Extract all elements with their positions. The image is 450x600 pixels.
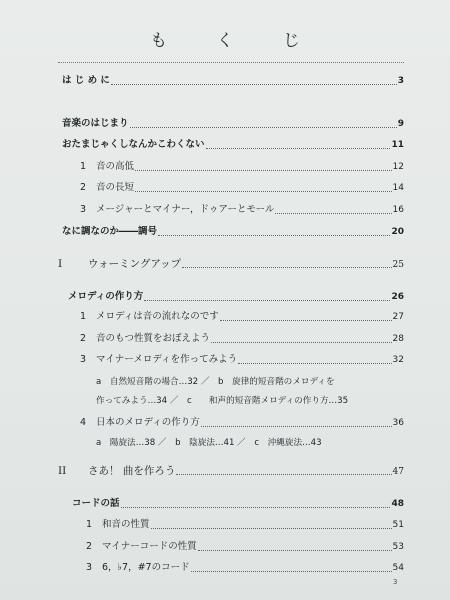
leader-dots [144,299,390,301]
entry-label: は じ め に [62,75,110,86]
toc-entry-naze-chou[interactable] [62,225,404,239]
entry-number: 2 [86,541,93,552]
toc-entry-minor-chord[interactable] [86,540,404,554]
title-divider [58,62,404,63]
entry-number: 3 [86,562,93,573]
toc-section-1[interactable] [58,257,404,271]
leader-dots [111,83,397,85]
toc-entry-hajimeni[interactable] [62,74,404,88]
entry-number: 1 [80,161,87,172]
leader-dots [198,549,392,551]
entry-label: マイナーメロディを作ってみよう [96,354,238,365]
entry-page: 28 [392,334,404,344]
leader-dots [275,212,391,214]
entry-page: 36 [392,418,404,428]
section-page: 47 [392,467,404,477]
entry-number: 1 [80,311,87,322]
toc-entry-waon-seishitsu[interactable] [86,518,404,532]
entry-label: コードの話 [72,498,120,509]
leader-dots [220,319,392,321]
toc-entry-melody-nagare[interactable] [80,310,404,324]
entry-page: 14 [392,183,404,193]
leader-dots [135,190,392,192]
leader-dots [238,362,391,364]
section-page: 25 [392,260,404,270]
entry-page: 3 [397,76,404,86]
entry-page: 26 [391,292,404,302]
section-label: ウォーミングアップ [88,258,182,270]
entry-label: 音のもつ性質をおぼえよう [96,333,211,344]
entry-page: 20 [391,227,404,237]
page-number: 3 [393,578,398,586]
toc-entry-nihon-melody[interactable] [80,416,404,430]
entry-page: 51 [392,520,404,530]
leader-dots [130,126,397,128]
leader-dots [135,169,392,171]
entry-page: 16 [392,205,404,215]
toc-entry-oto-no-choutan[interactable] [80,181,404,195]
entry-number: 4 [80,417,87,428]
leader-dots [201,425,392,427]
leader-dots [121,506,391,508]
section-number: I [58,258,63,270]
entry-label: メロディの作り方 [68,291,144,302]
leader-dots [191,570,392,572]
entry-page: 12 [392,162,404,172]
entry-page: 11 [391,140,404,150]
toc-entry-minor-melody[interactable] [80,353,404,367]
entry-number: 2 [80,333,87,344]
toc-title: も く じ [150,31,322,51]
entry-number: 2 [80,182,87,193]
toc-entry-otamajakushi[interactable] [62,138,404,152]
entry-label: 和音の性質 [102,519,150,530]
entry-page: 53 [392,542,404,552]
entry-label: 日本のメロディの作り方 [96,417,200,428]
leader-dots [151,527,392,529]
entry-label: おたまじゃくしなんかこわくない [62,139,205,150]
toc-entry-oto-no-koutei[interactable] [80,160,404,174]
entry-page: 32 [392,355,404,365]
toc-entry-chord-hanashi[interactable] [72,497,404,511]
toc-section-2[interactable] [58,464,404,478]
leader-dots [211,341,392,343]
entry-label: なに調なのか――調号 [62,226,158,237]
minor-melody-subline-b: 作ってみよう…34 ／ c 和声的短音階メロディの作り方…35 [96,396,349,406]
leader-dots [158,234,390,236]
nihon-melody-subline: a 陽旋法…38 ／ b 陰旋法…41 ／ c 沖縄旋法…43 [96,438,322,448]
toc-entry-melody-tsukurikata[interactable] [68,290,404,304]
section-number: II [58,465,67,477]
entry-label: メロディは音の流れなのです [96,311,219,322]
entry-label: 音楽のはじまり [62,118,129,129]
entry-page: 54 [392,563,404,573]
toc-entry-ongaku-no-hajimari[interactable] [62,117,404,131]
entry-label: 6，♭7，#7のコード [102,562,190,573]
toc-entry-oto-seishitsu[interactable] [80,332,404,346]
entry-label: 音の長短 [96,182,135,193]
section-label: さあ！ 曲を作ろう [88,465,176,477]
entry-page: 9 [397,119,404,129]
entry-page: 27 [392,312,404,322]
leader-dots [176,473,391,475]
toc-entry-major-minor[interactable] [80,203,404,217]
entry-label: 音の高低 [96,161,135,172]
minor-melody-subline-a: a 自然短音階の場合…32 ／ b 旋律的短音階のメロディを [96,377,335,387]
entry-page: 48 [391,499,404,509]
entry-number: 3 [80,204,87,215]
leader-dots [182,266,391,268]
entry-label: マイナーコードの性質 [102,541,197,552]
entry-number: 3 [80,354,87,365]
leader-dots [206,147,391,149]
entry-label: メージャーとマイナー，ドゥアーとモール [96,204,275,215]
toc-entry-chord-6-b7[interactable] [86,561,404,575]
entry-number: 1 [86,519,93,530]
